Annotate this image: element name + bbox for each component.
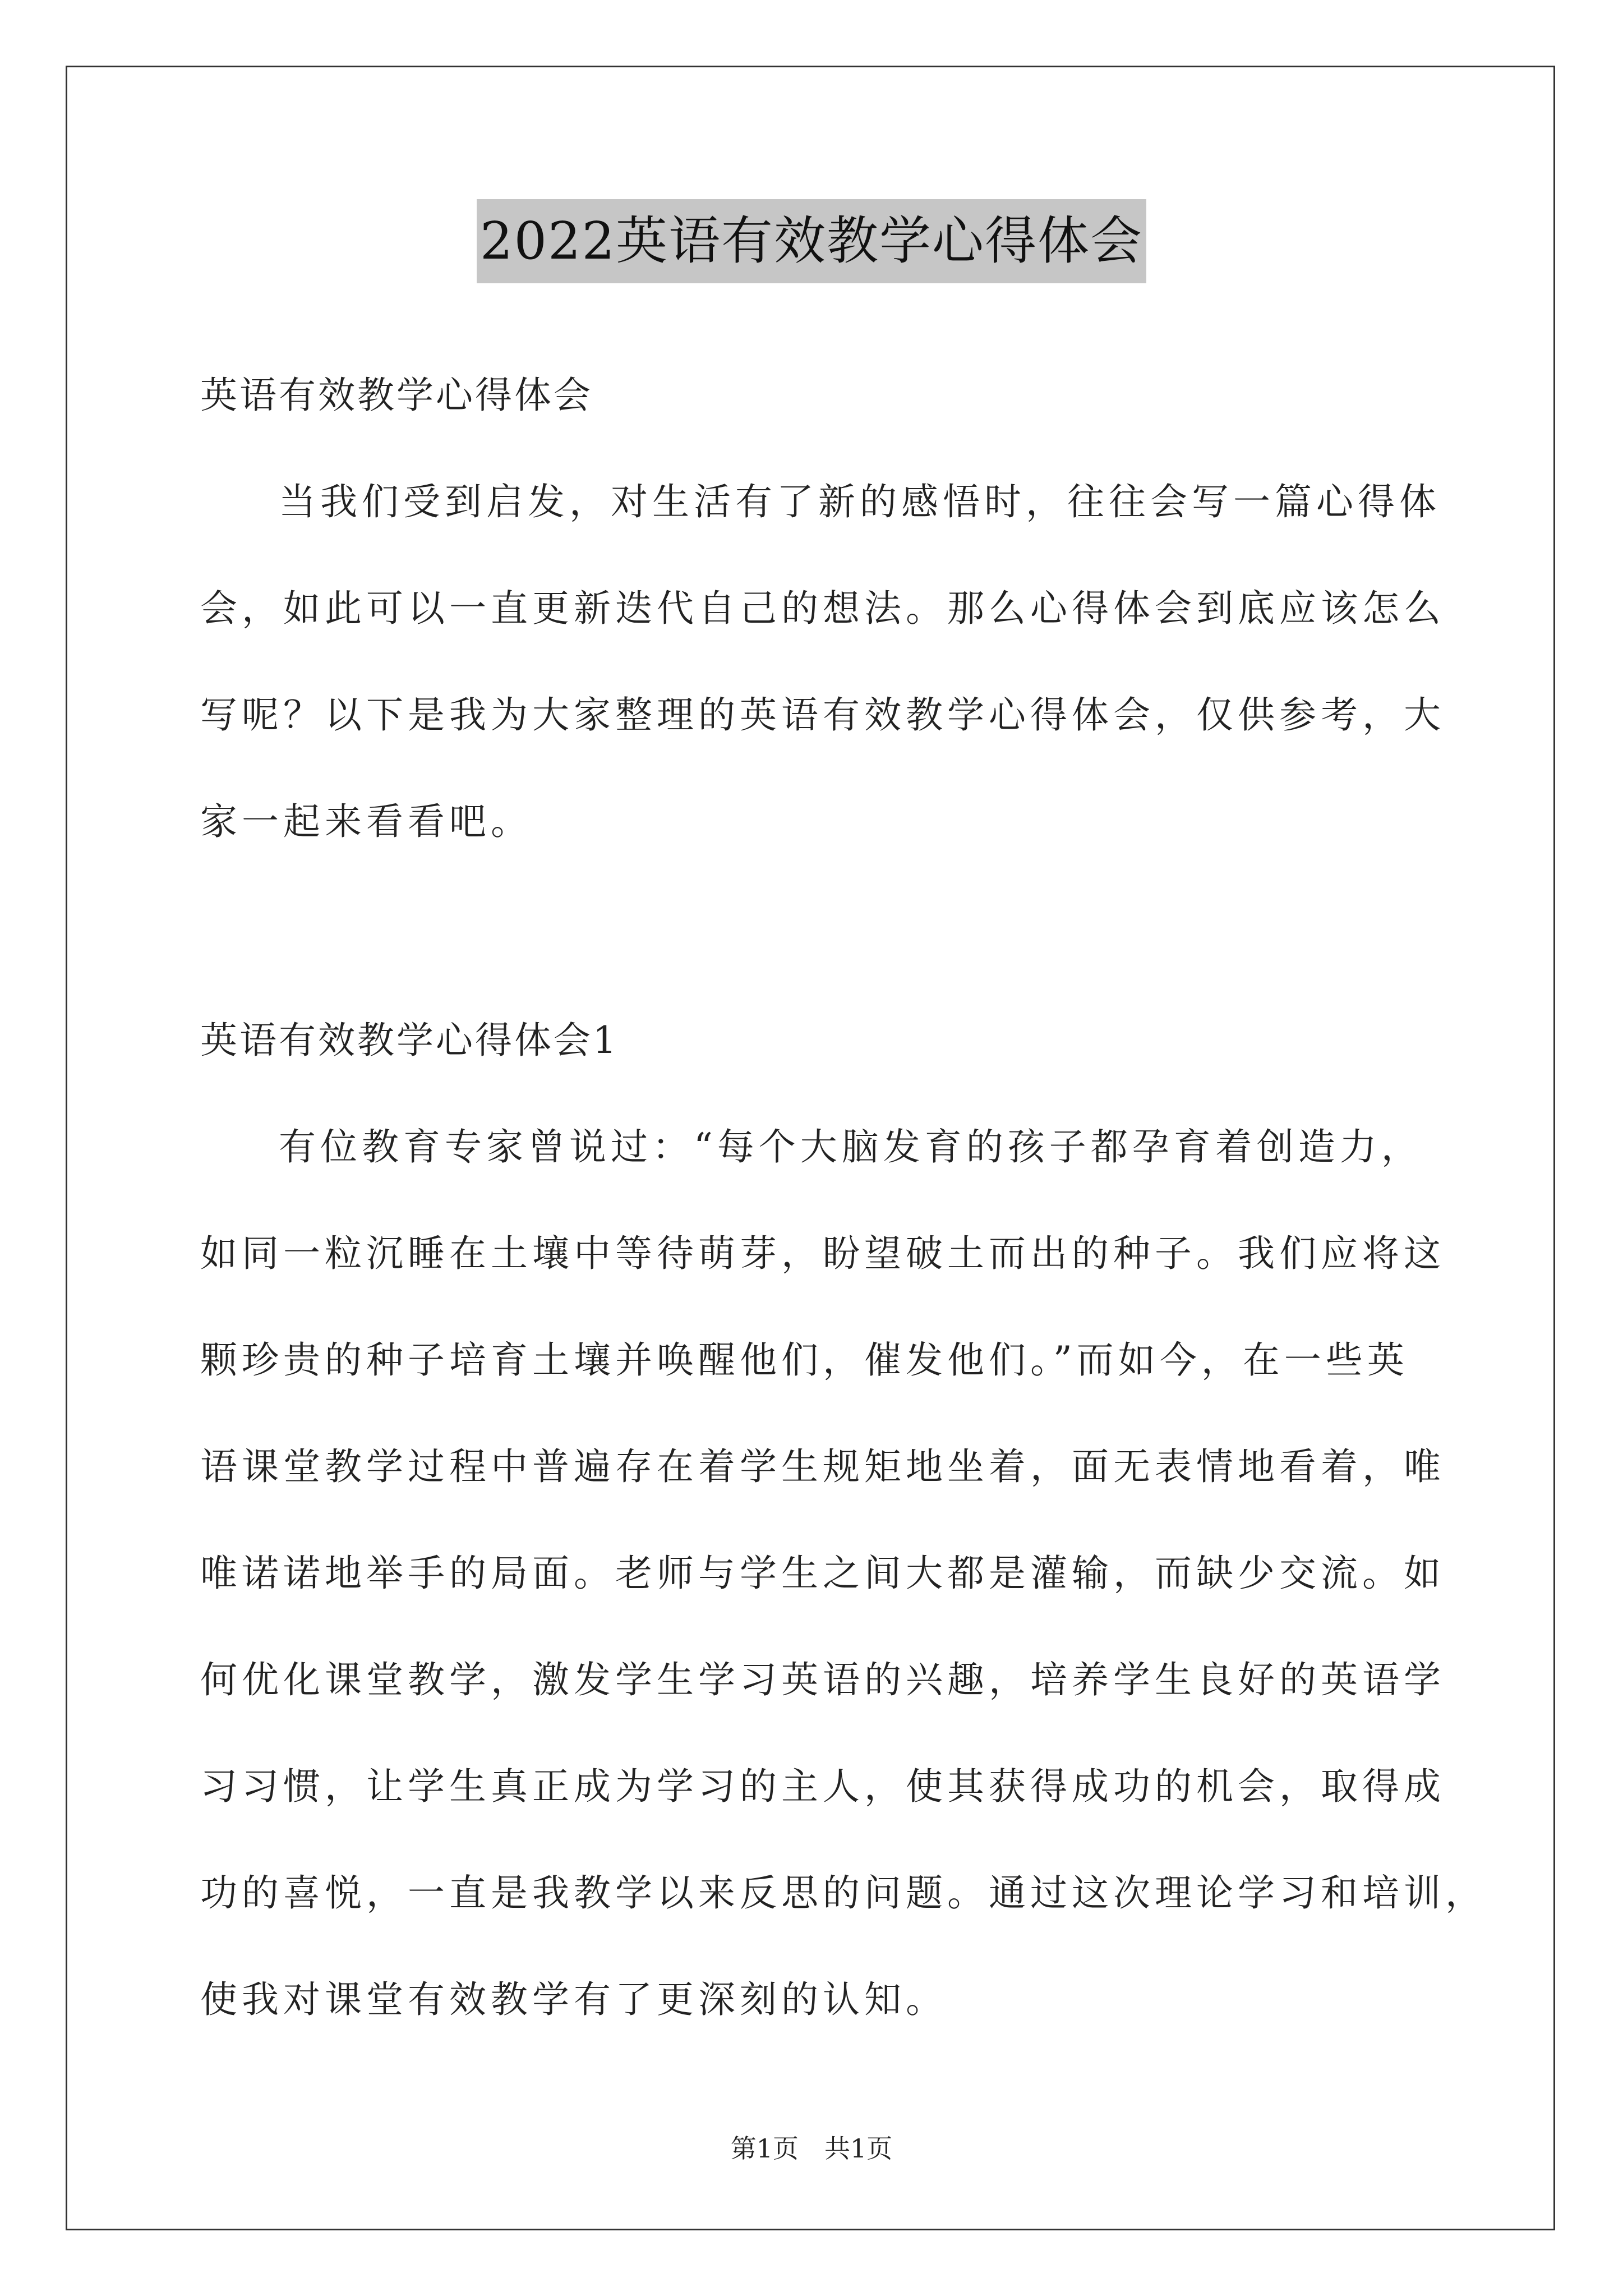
intro-heading: 英语有效教学心得体会 [200,374,593,417]
title-container [0,199,1623,283]
section1-line: 唯诺诺地举手的局面。老师与学生之间大都是灌输，而缺少交流。如 [200,1552,1445,1595]
intro-line: 会，如此可以一直更新迭代自己的想法。那么心得体会到底应该怎么 [200,587,1445,630]
section1-line: 功的喜悦，一直是我教学以来反思的问题。通过这次理论学习和培训， [200,1871,1487,1915]
section1-line: 有位教育专家曾说过：“每个大脑发育的孩子都孕育着创造力， [279,1125,1423,1168]
section-spacer [200,875,1456,987]
section1-line: 语课堂教学过程中普遍存在着学生规矩地坐着，面无表情地看着，唯 [200,1445,1445,1488]
section1-heading: 英语有效教学心得体会1 [200,1019,619,1062]
section1-line: 如同一粒沉睡在土壤中等待萌芽，盼望破土而出的种子。我们应将这 [200,1232,1445,1275]
document-body [200,342,1487,2053]
document-title: 2022英语有效教学心得体会 [477,199,1146,283]
intro-line: 当我们受到启发，对生活有了新的感悟时，往往会写一篇心得体 [279,480,1441,523]
section1-line: 习习惯，让学生真正成为学习的主人，使其获得成功的机会，取得成 [200,1765,1445,1808]
section1-line: 颗珍贵的种子培育土壤并唤醒他们，催发他们。”而如今，在一些英 [200,1338,1409,1382]
section1-line: 使我对课堂有效教学有了更深刻的认知。 [200,1978,947,2021]
section1-line: 何优化课堂教学，激发学生学习英语的兴趣，培养学生良好的英语学 [200,1658,1445,1701]
page-footer: 第1页 共1页 [730,2133,893,2164]
intro-line: 家一起来看看吧。 [200,800,532,843]
intro-line: 写呢？以下是我为大家整理的英语有效教学心得体会，仅供参考，大 [200,693,1445,737]
